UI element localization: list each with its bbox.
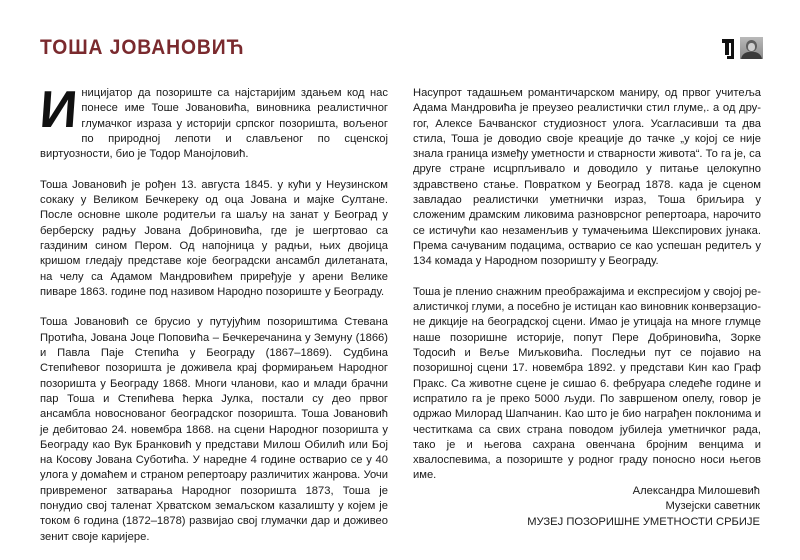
paragraph-style: Насупрот тадашњем романтичарском маниру, од првог учитеља Адама Мандровића је преузео реалистички стил глуме,. а од другог, Алексе Бачванског студиозност улога. Усагласивши та два стила, Тоша је доводио своје креације до тачке „у којој се није знала граница између уметности и стварности живота“. То га је, са друге стране исцрпљивало и доводило у питање целокупно здравствено стање. Повратком у Београд 1878. када је сценом завладао реалистички уметнички израз, Тоша бриљира у сложеним драмским ликовима разноврсног репертоара, нарочито се истичући као незаменљив у тумачењима Шекспирових јунака. Према сачуваним подацима, остварио се као успешан редитељ у 134 комада у Народном позоришту у Београду.	[413, 87, 761, 268]
author-role: Музејски саветник	[665, 500, 760, 513]
dropcap: И	[37, 81, 80, 139]
portrait-photo-icon	[740, 37, 763, 59]
page-title: ТОША ЈОВАНОВИЋ	[40, 36, 245, 59]
left-column	[37, 81, 388, 560]
right-column	[413, 86, 761, 499]
paragraph-career: Тоша Јовановић се брусио у путујућим позориштима Стевана Протића, Јована Јоце Поповића – Бечкеречанина у Земуну (1866) и Павла Паје Степића у Београду (1867–1869). Судбина Степићевог позоришта је доживела крај формирањем Народног позоришта у Београду 1868. Многи чланови, као и млади брачни пар Тоша и Степићева ћерка Јулка, постали су део првог ансамбла новоснованог београдског позоришта. Тоша Јовановић је дебитовао 24. новембра 1868. на сцени Народног позоришта у Београду као Вук Бранковић у представи Милош Обилић или Бој на Косову Јована Суботића. У наредне 4 године остварио се у 40 улога у домаћем и страном репертоару различитих жанрова. Уочи привременог затварања Народног позоришта 1873, Тоша је понудио свој таленат Хрватском земаљском казалишту у којем је током 6 година (1872–1878) развијао свој глумачки дар и доживео зенит своје каријере.	[40, 316, 388, 543]
logo	[722, 37, 763, 59]
tj-monogram-icon	[722, 37, 738, 59]
intro-paragraph: Иницијатор да позориште са најстаријим здањем код нас понесе име Тоше Јовановића, виновника реалистичног глумачког израза у историји српског позоришта, вољеног по природној лепоти и слављеног по сценској виртуозности, био је Тодор Манојловић.	[37, 81, 388, 161]
signature-block	[527, 484, 760, 530]
paragraph-legacy: Тоша је пленио снажним преображајима и експресијом у својој реалистичкој глуми, а посебно је истицан као виновник конверзационе дикције на београдској сцени. Имао је утицаја на многе глумце наше позоришне историје, попут Пере Добриновића, Зорке Тодосић и Веље Миљковића. Последњи пут се појавио на позоришној сцени 17. новембра 1892. у представи Кин као Граф Пракс. Са животне сцене је сишао 6. фебруара следеће године и испратило га је преко 5000 људи. По завршеном опелу, говор је одржао Милорад Шапчанин. Као што је био награђен поклонима и честиткама са свих страна поводом јубилеја уметничког рада, тако је и његова сахрана овенчана бројним венцима и хвалоспевима, а позориште у родног граду поносно носи његов име.	[413, 285, 761, 482]
institution-name: МУЗЕЈ ПОЗОРИШНЕ УМЕТНОСТИ СРБИЈЕ	[527, 515, 760, 528]
author-name: Александра Милошевић	[632, 485, 760, 497]
paragraph-birth: Тоша Јовановић је рођен 13. августа 1845. у кући у Неузинском сокаку у Великом Бечкереку од оца Јована и мајке Султане. После основне школе родитељи га шаљу на занат у Београд у берберску радњу Јована Добриновића, где је шегртовао са газдиним сином Пером. Од напојница у радњи, њих двојица кришом гледају представе које београдски ансамбл дилетаната, на челу са Адамом Мандровићем приређује у арени Велике пиваре 1863. године под називом Народно позориште у Београду.	[40, 178, 388, 298]
